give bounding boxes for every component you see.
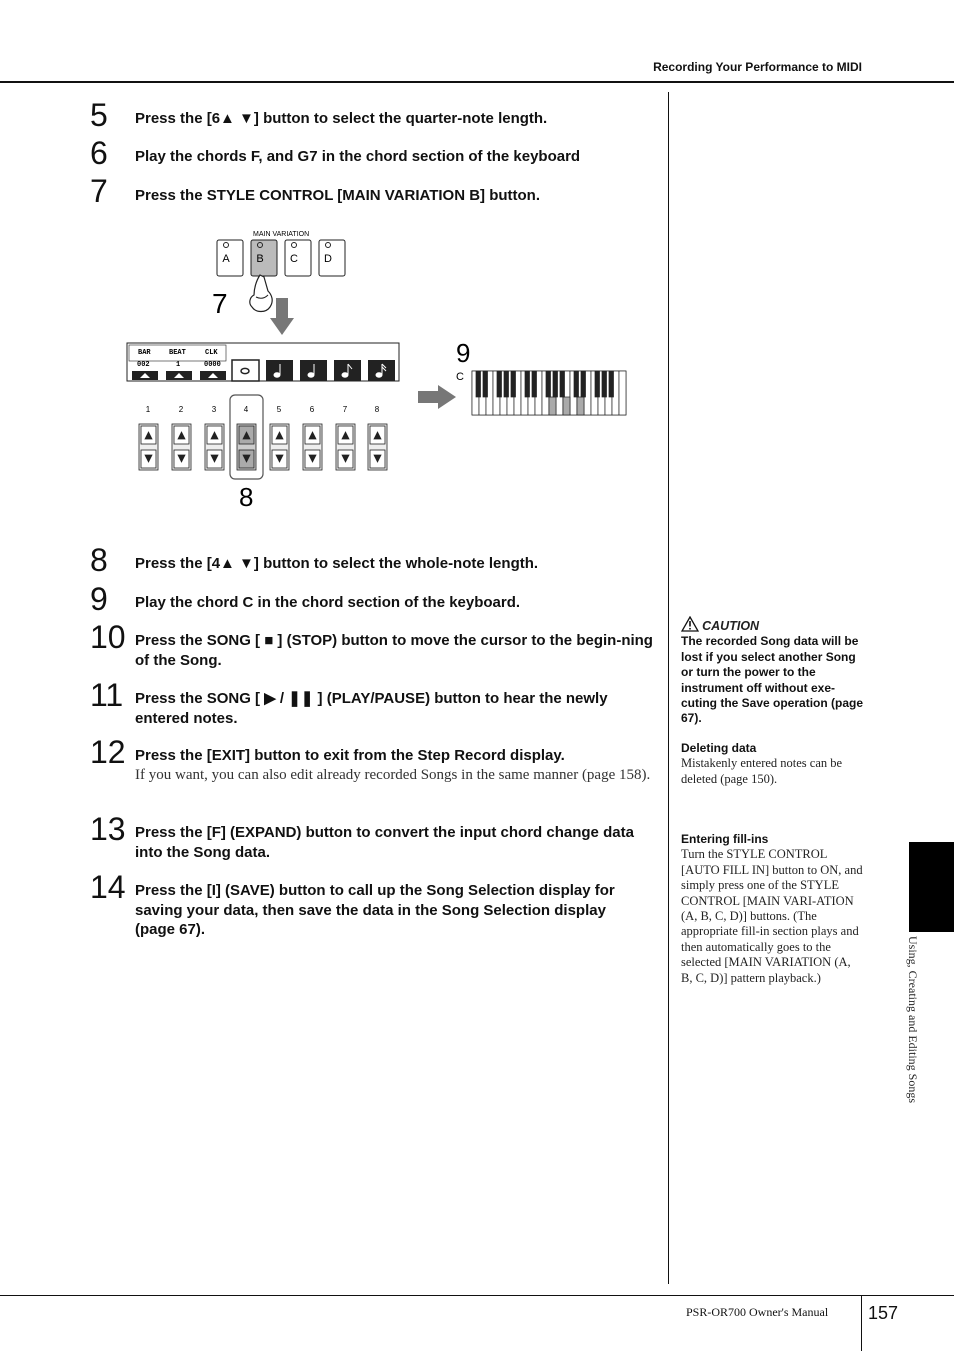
svg-text:A: A	[222, 253, 230, 265]
running-header: Recording Your Performance to MIDI	[653, 60, 862, 74]
step-text: Press the [6▲ ▼] button to select the quarter-note length.	[135, 110, 548, 127]
variation-button-c	[285, 240, 311, 276]
fillins-note	[681, 832, 863, 986]
step-number: 12	[90, 734, 126, 770]
callout-9: 9	[456, 338, 471, 368]
svg-text:002: 002	[137, 361, 150, 369]
svg-text:CLK: CLK	[205, 349, 218, 357]
page-number: 157	[868, 1303, 899, 1323]
fillins-text: Turn the STYLE CONTROL [AUTO FILL IN] button to ON, and simply press one of the STYLE CONTROL [MAIN VARI-ATION (A, B, C, D)] buttons. (The appropriate fill-in section plays and then automatically goes to the selected [MAIN VARIATION (A, B, C, D)] pattern playback.)	[681, 847, 863, 985]
callout-8: 8	[239, 482, 254, 512]
svg-text:BAR: BAR	[138, 349, 151, 357]
variation-button-d	[319, 240, 345, 276]
svg-text:C: C	[290, 253, 298, 265]
step-text: Press the [I] (SAVE) button to call up the Song Selection display for saving your data, then save the data in the Song Selection display (page 67).	[135, 882, 615, 938]
svg-text:B: B	[256, 253, 264, 265]
keyboard-diagram	[472, 371, 626, 415]
step-number: 10	[90, 619, 126, 655]
step-number: 14	[90, 869, 126, 905]
step-text: Press the STYLE CONTROL [MAIN VARIATION B] button.	[135, 187, 540, 204]
button-number: 6	[309, 405, 315, 414]
step-text: Press the [4▲ ▼] button to select the whole-note length.	[135, 555, 539, 572]
button-number: 7	[342, 405, 348, 414]
section-tab-label: Using, Creating and Editing Songs	[906, 936, 920, 1103]
caution-note	[681, 616, 866, 727]
right-arrow-icon	[418, 385, 456, 409]
svg-text:BEAT: BEAT	[169, 349, 186, 357]
caution-icon	[681, 619, 702, 633]
deleting-text: Mistakenly entered notes can be deleted (page 150).	[681, 756, 843, 786]
svg-text:1: 1	[176, 361, 181, 369]
lcd-display	[127, 343, 399, 381]
button-number: 3	[211, 405, 217, 414]
step-text: Press the [F] (EXPAND) button to convert the input chord change data into the Song data.	[135, 824, 634, 861]
caution-text: The recorded Song data will be lost if you select another Song or turn the power to the instrument off without exe-cuting the Save operation (page 67).	[681, 634, 864, 726]
step-subtext: If you want, you can also edit already recorded Songs in the same manner (page 158).	[135, 767, 651, 783]
header-rule	[0, 81, 954, 83]
button-number: 4	[243, 405, 249, 414]
step-number: 7	[90, 173, 108, 209]
manual-title: PSR-OR700 Owner's Manual	[686, 1305, 829, 1319]
step-number: 8	[90, 542, 108, 578]
deleting-title: Deleting data	[681, 741, 757, 755]
section-thumb-tab	[909, 842, 954, 932]
button-number: 1	[145, 405, 151, 414]
footer-divider	[861, 1296, 862, 1351]
step-number: 9	[90, 581, 108, 617]
column-divider	[668, 92, 669, 1284]
chord-label: C	[456, 371, 464, 383]
button-number: 8	[374, 405, 380, 414]
fillins-title: Entering fill-ins	[681, 832, 769, 846]
footer-rule	[0, 1295, 954, 1296]
deleting-note	[681, 741, 866, 787]
step-text: Press the SONG [ ▶ / ❚❚ ] (PLAY/PAUSE) button to hear the newly entered notes.	[135, 690, 608, 727]
step-number: 11	[90, 677, 124, 713]
button-number: 5	[276, 405, 282, 414]
step-text: Play the chords F, and G7 in the chord section of the keyboard	[135, 148, 581, 165]
svg-text:0000: 0000	[204, 361, 221, 369]
main-variation-label: MAIN VARIATION	[253, 231, 310, 238]
callout-7: 7	[212, 288, 228, 319]
down-arrow-icon	[270, 298, 294, 335]
variation-button-b	[251, 240, 277, 276]
pointing-hand-icon	[250, 275, 272, 312]
step-text: Press the SONG [ ■ ] (STOP) button to move the cursor to the begin-ning of the Song.	[135, 632, 653, 669]
button-number: 2	[178, 405, 184, 414]
panel-illustration	[120, 225, 640, 515]
step-text: Play the chord C in the chord section of the keyboard.	[135, 594, 521, 611]
step-number: 13	[90, 811, 126, 847]
step-number: 5	[90, 97, 108, 133]
caution-title: CAUTION	[702, 619, 760, 633]
step-number: 6	[90, 135, 108, 171]
step-text: Press the [EXIT] button to exit from the Step Record display.	[135, 747, 565, 764]
variation-button-a	[217, 240, 243, 276]
svg-text:D: D	[324, 253, 332, 265]
